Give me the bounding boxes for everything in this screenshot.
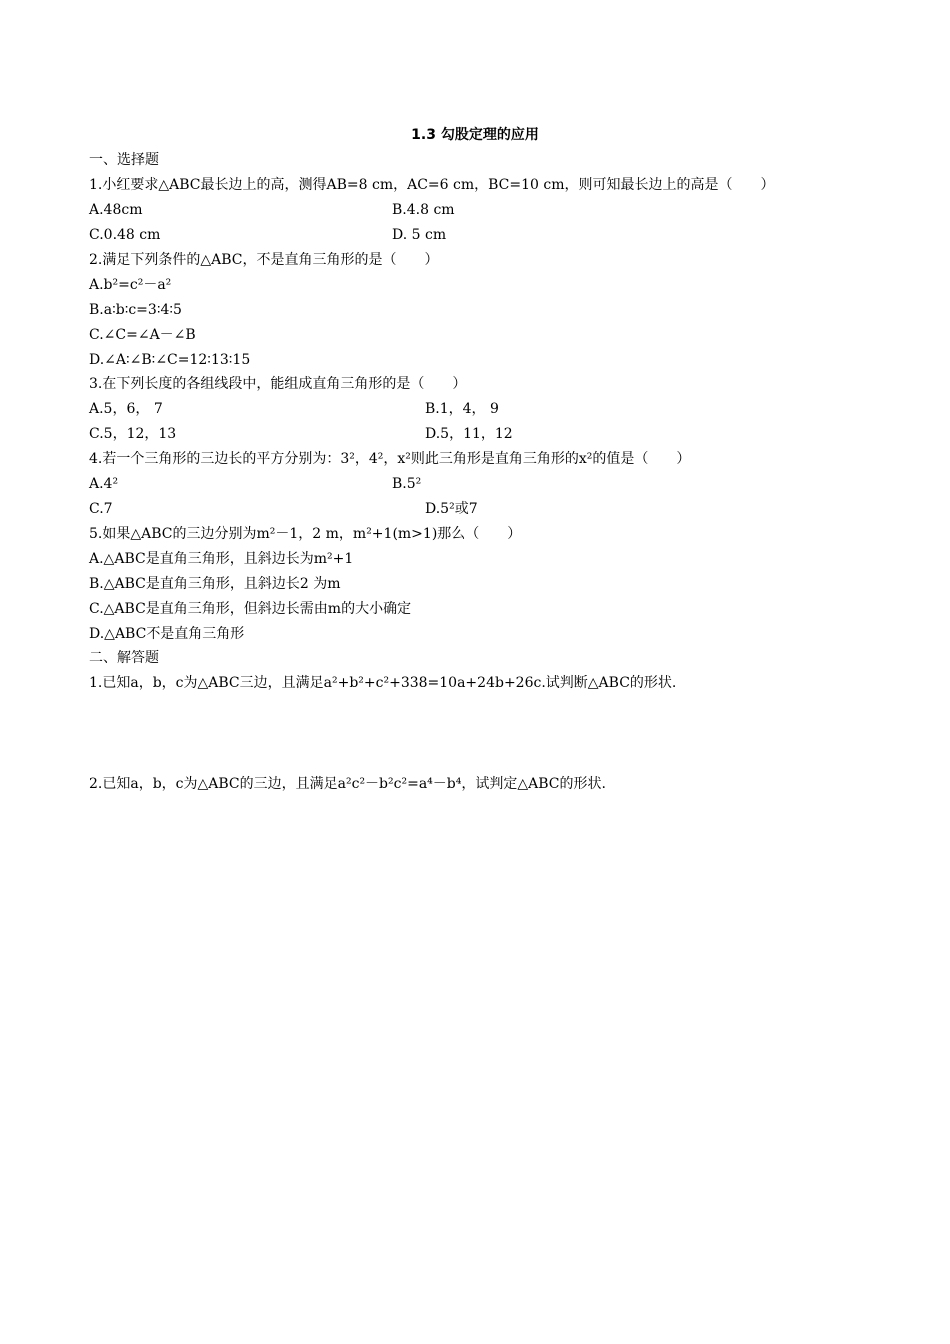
question-4-option-d: D.5²或7 bbox=[425, 501, 478, 517]
question-1-option-d: D. 5 cm bbox=[392, 227, 447, 243]
question-1-stem: 1.小红要求△ABC最长边上的高，测得AB=8 cm，AC=6 cm，BC=10 cm，则可知最长边上的高是（ ） bbox=[89, 177, 775, 193]
question-2-option-b: B.a∶b∶c=3∶4∶5 bbox=[89, 302, 182, 318]
question-5-option-a: A.△ABC是直角三角形，且斜边长为m²+1 bbox=[89, 551, 354, 567]
question-5-option-c: C.△ABC是直角三角形，但斜边长需由m的大小确定 bbox=[89, 601, 412, 617]
question-3-stem: 3.在下列长度的各组线段中，能组成直角三角形的是（ ） bbox=[89, 376, 467, 392]
question-4-stem: 4.若一个三角形的三边长的平方分别为：3²，4²，x²则此三角形是直角三角形的x²的值是（ ） bbox=[89, 451, 691, 467]
problem-1: 1.已知a，b，c为△ABC三边，且满足a²+b²+c²+338=10a+24b+26c.试判断△ABC的形状. bbox=[89, 675, 677, 691]
question-2-option-d: D.∠A∶∠B∶∠C=12∶13∶15 bbox=[89, 352, 251, 368]
section-problems: 二、解答题 bbox=[89, 650, 159, 666]
question-3-option-c: C.5，12，13 bbox=[89, 426, 177, 442]
question-1-option-a: A.48cm bbox=[89, 202, 143, 218]
problem-2: 2.已知a，b，c为△ABC的三边，且满足a²c²－b²c²=a⁴－b⁴，试判定△ABC的形状. bbox=[89, 776, 606, 792]
question-1-option-b: B.4.8 cm bbox=[392, 202, 455, 218]
question-3-option-d: D.5，11，12 bbox=[425, 426, 513, 442]
section-multiple-choice: 一、选择题 bbox=[89, 152, 159, 168]
question-2-stem: 2.满足下列条件的△ABC，不是直角三角形的是（ ） bbox=[89, 252, 439, 268]
question-4-option-b: B.5² bbox=[392, 476, 422, 492]
question-4-option-c: C.7 bbox=[89, 501, 113, 517]
question-2-option-c: C.∠C=∠A－∠B bbox=[89, 327, 196, 343]
question-3-option-b: B.1，4， 9 bbox=[425, 401, 499, 417]
question-2-option-a: A.b²=c²－a² bbox=[89, 277, 172, 293]
question-1-option-c: C.0.48 cm bbox=[89, 227, 161, 243]
question-5-option-b: B.△ABC是直角三角形，且斜边长2 为m bbox=[89, 576, 341, 592]
question-5-stem: 5.如果△ABC的三边分别为m²－1，2 m，m²+1(m>1)那么（ ） bbox=[89, 526, 522, 542]
question-5-option-d: D.△ABC不是直角三角形 bbox=[89, 626, 245, 642]
question-4-option-a: A.4² bbox=[89, 476, 119, 492]
page-title: 1.3 勾股定理的应用 bbox=[411, 127, 539, 143]
question-3-option-a: A.5，6， 7 bbox=[89, 401, 163, 417]
